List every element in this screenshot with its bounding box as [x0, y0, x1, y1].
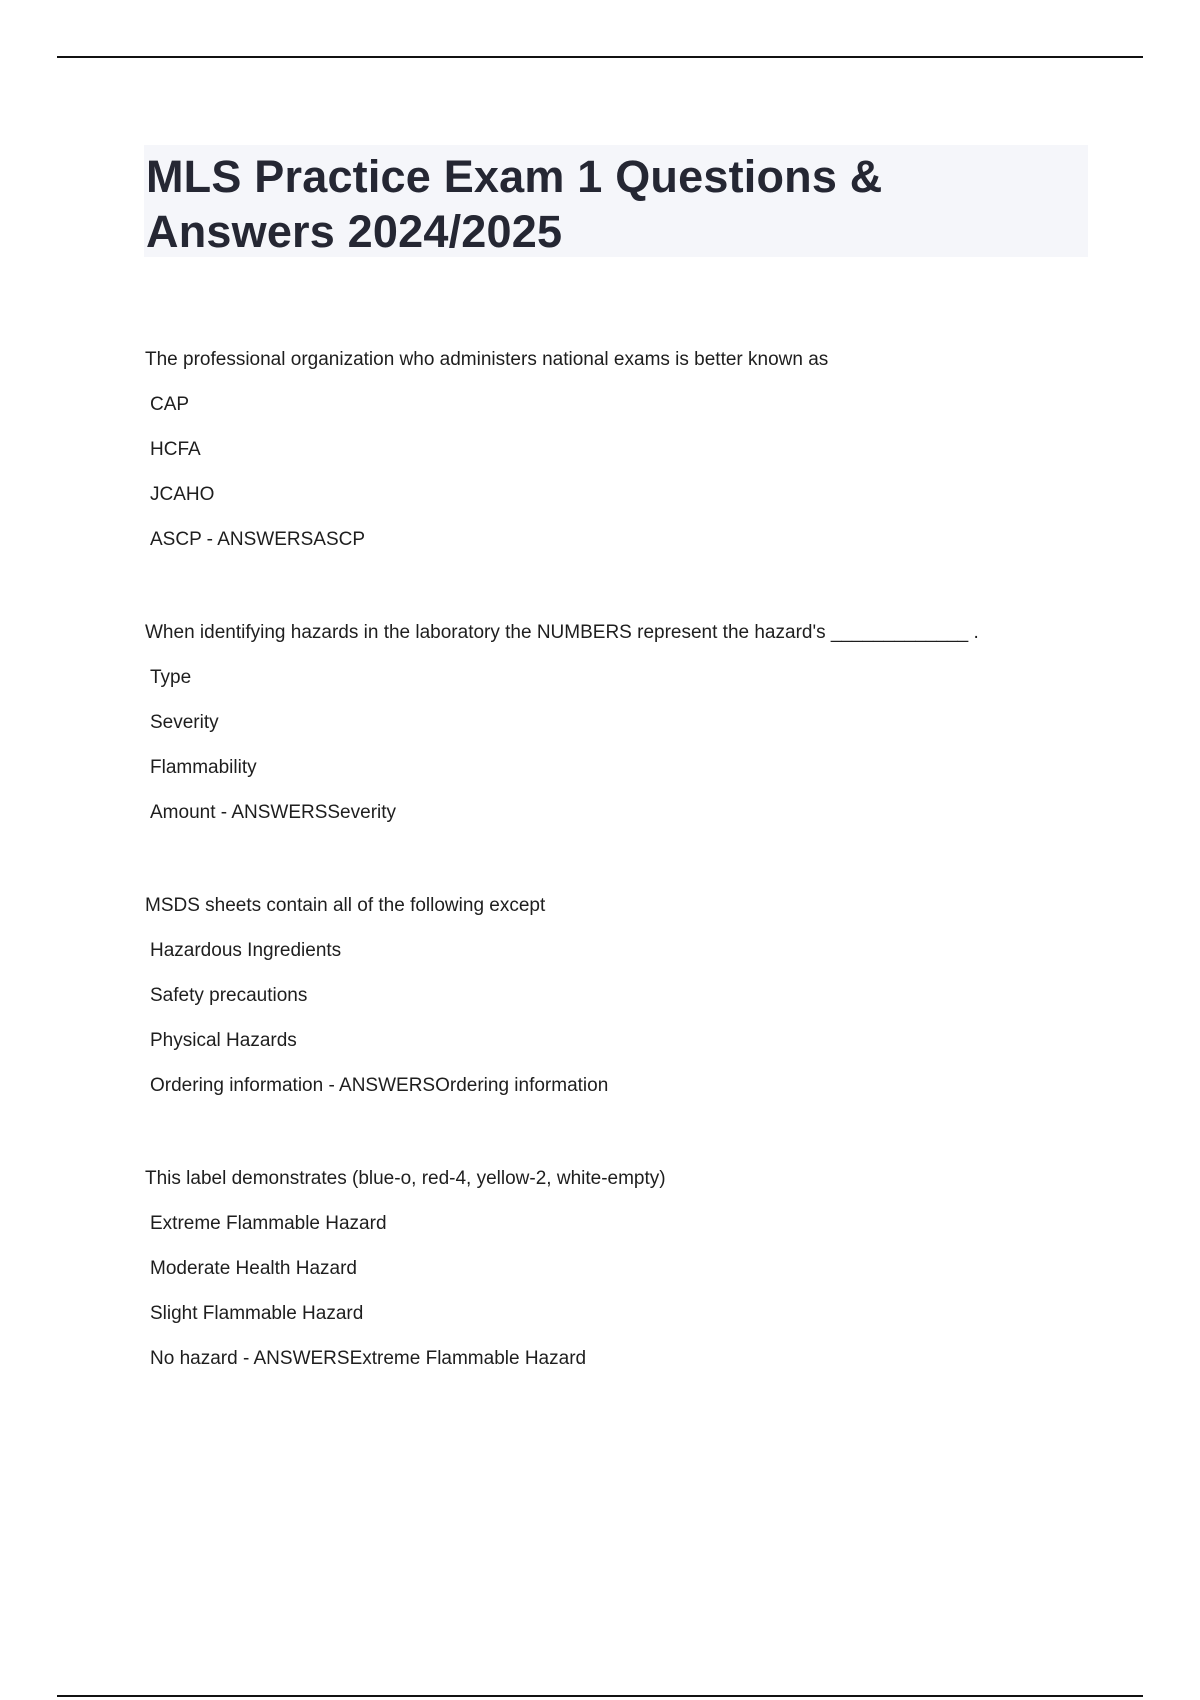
title-banner — [144, 145, 1088, 257]
question-3 — [145, 891, 1105, 1164]
option-item: Flammability — [150, 757, 257, 778]
option-item: HCFA — [150, 439, 201, 460]
option-item: Type — [150, 667, 192, 688]
option-list — [150, 936, 608, 1116]
option-item: Extreme Flammable Hazard — [150, 1213, 387, 1234]
option-item-with-answer: Ordering information - ANSWERSOrdering information — [150, 1075, 609, 1096]
option-list — [150, 663, 396, 843]
question-4 — [145, 1164, 1105, 1437]
top-rule — [57, 56, 1143, 58]
document-title — [146, 149, 1086, 259]
title-line-1: MLS Practice Exam 1 Questions & — [146, 151, 883, 202]
option-item: Physical Hazards — [150, 1030, 297, 1051]
option-list — [150, 390, 365, 570]
option-item-with-answer: Amount - ANSWERSSeverity — [150, 802, 397, 823]
option-item-with-answer: No hazard - ANSWERSExtreme Flammable Hazard — [150, 1348, 587, 1369]
question-text: When identifying hazards in the laboratory the NUMBERS represent the hazard's _____________ . — [145, 622, 979, 643]
question-2 — [145, 618, 1105, 891]
title-line-2: Answers 2024/2025 — [146, 206, 563, 257]
option-item-with-answer: ASCP - ANSWERSASCP — [150, 529, 366, 550]
question-1 — [145, 345, 1105, 618]
option-list — [150, 1209, 586, 1389]
question-list — [145, 345, 1105, 1437]
bottom-rule — [57, 1695, 1143, 1697]
option-item: JCAHO — [150, 484, 215, 505]
question-text: This label demonstrates (blue-o, red-4, yellow-2, white-empty) — [145, 1168, 666, 1189]
option-item: CAP — [150, 394, 190, 415]
option-item: Safety precautions — [150, 985, 308, 1006]
option-item: Hazardous Ingredients — [150, 940, 342, 961]
option-item: Severity — [150, 712, 219, 733]
option-item: Slight Flammable Hazard — [150, 1303, 364, 1324]
question-text: MSDS sheets contain all of the following except — [145, 895, 546, 916]
option-item: Moderate Health Hazard — [150, 1258, 357, 1279]
question-text: The professional organization who administers national exams is better known as — [145, 349, 829, 370]
